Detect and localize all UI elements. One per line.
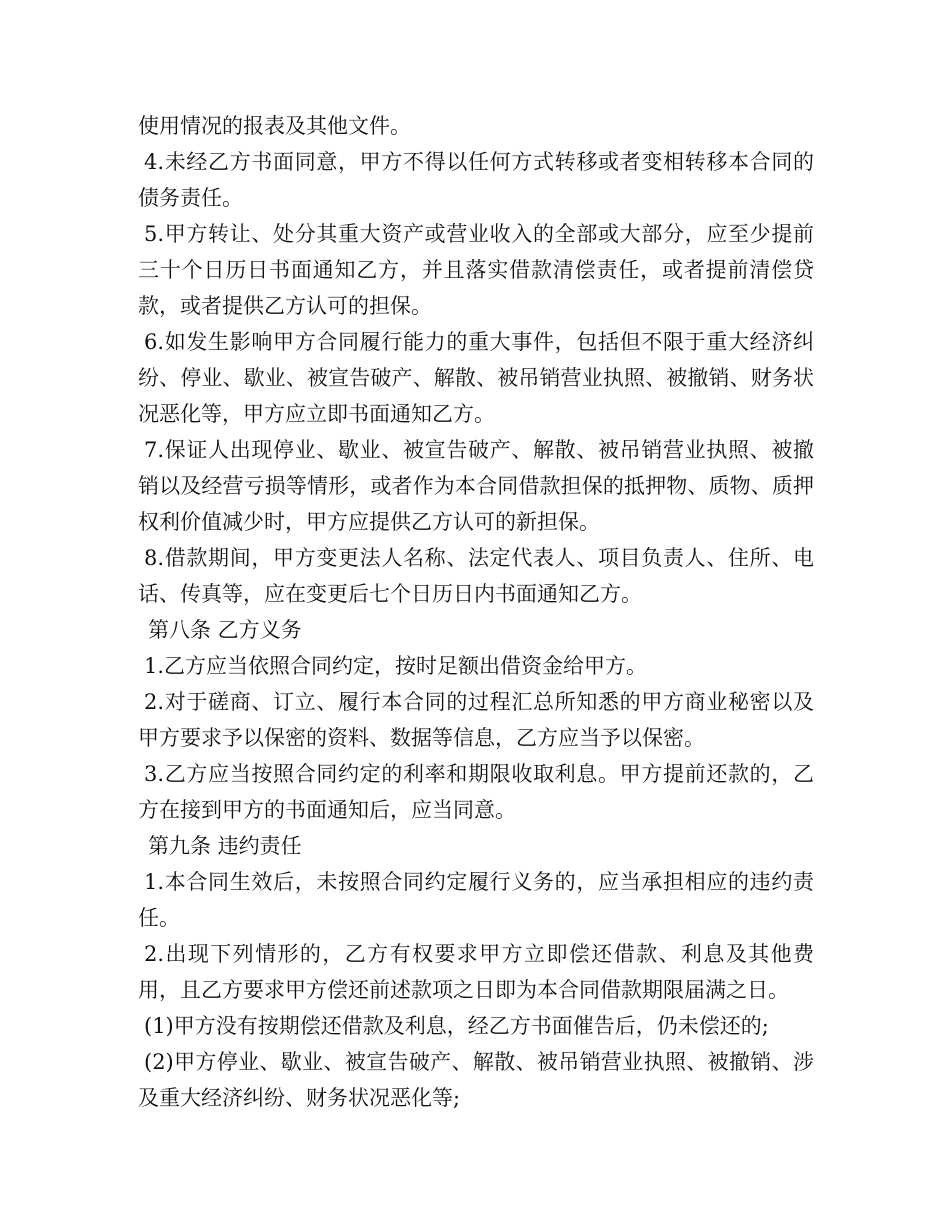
clause-item-6: 6.如发生影响甲方合同履行能力的重大事件，包括但不限于重大经济纠纷、停业、歇业、被宣告破产、解散、被吊销营业执照、被撤销、财务状况恶化等，甲方应立即书面通知乙方。	[138, 330, 814, 426]
clause-item-9-2: 2.出现下列情形的，乙方有权要求甲方立即偿还借款、利息及其他费用，且乙方要求甲方偿还前述款项之日即为本合同借款期限届满之日。	[138, 942, 814, 1002]
clause-item-7: 7.保证人出现停业、歇业、被宣告破产、解散、被吊销营业执照、被撤销以及经营亏损等情形，或者作为本合同借款担保的抵押物、质物、质押权利价值减少时，甲方应提供乙方认可的新担保。	[138, 438, 814, 534]
clause-item-9-1: 1.本合同生效后，未按照合同约定履行义务的，应当承担相应的违约责任。	[138, 870, 814, 930]
clause-item-4: 4.未经乙方书面同意，甲方不得以任何方式转移或者变相转移本合同的债务责任。	[138, 150, 814, 210]
clause-item-5: 5.甲方转让、处分其重大资产或营业收入的全部或大部分，应至少提前三十个日历日书面通知乙方，并且落实借款清偿责任，或者提前清偿贷款，或者提供乙方认可的担保。	[138, 222, 814, 318]
clause-item-8-2: 2.对于磋商、订立、履行本合同的过程汇总所知悉的甲方商业秘密以及甲方要求予以保密的资料、数据等信息，乙方应当予以保密。	[138, 690, 814, 750]
clause-item-8: 8.借款期间，甲方变更法人名称、法定代表人、项目负责人、住所、电话、传真等，应在变更后七个日历日内书面通知乙方。	[138, 546, 814, 606]
sub-item-2: (2)甲方停业、歇业、被宣告破产、解散、被吊销营业执照、被撤销、涉及重大经济纠纷、财务状况恶化等;	[138, 1050, 814, 1110]
sub-item-1: (1)甲方没有按期偿还借款及利息，经乙方书面催告后，仍未偿还的;	[144, 1014, 769, 1038]
section-heading-article-8: 第八条 乙方义务	[148, 618, 302, 642]
clause-item-8-1: 1.乙方应当依照合同约定，按时足额出借资金给甲方。	[144, 654, 648, 678]
section-heading-article-9: 第九条 违约责任	[148, 834, 302, 858]
document-page	[138, 108, 814, 1116]
clause-item-8-3: 3.乙方应当按照合同约定的利率和期限收取利息。甲方提前还款的，乙方在接到甲方的书面通知后，应当同意。	[138, 762, 814, 822]
paragraph-continuation: 使用情况的报表及其他文件。	[138, 114, 411, 138]
